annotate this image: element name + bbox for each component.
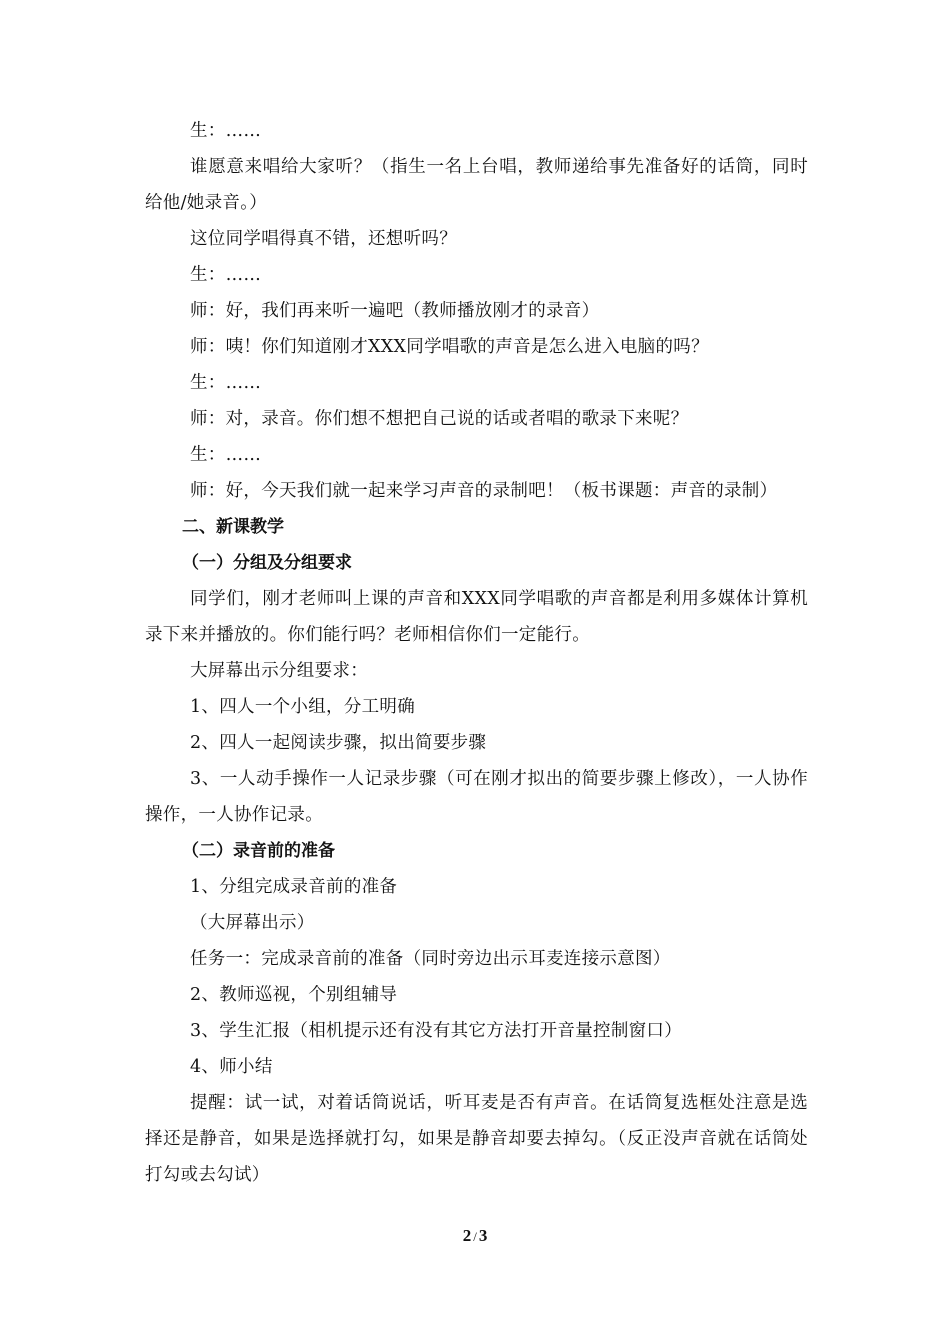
subsection-heading-grouping: （一）分组及分组要求 — [182, 553, 352, 573]
list-item-prep-3: 3、学生汇报（相机提示还有没有其它方法打开音量控制窗口） — [190, 1021, 683, 1041]
paragraph-student-reply: 生：…… — [190, 445, 262, 465]
list-item-prep-2: 2、教师巡视，个别组辅导 — [190, 985, 398, 1005]
paragraph-teacher-recording: 师：对，录音。你们想不想把自己说的话或者唱的歌录下来呢？ — [190, 409, 689, 429]
list-item-requirement-3: 3、一人动手操作一人记录步骤（可在刚才拟出的简要步骤上修改），一人协作操作，一人协作记录。 — [145, 769, 808, 825]
paragraph-teacher-replay: 师：好，我们再来听一遍吧（教师播放刚才的录音） — [190, 301, 600, 321]
paragraph-student-reply: 生：…… — [190, 373, 262, 393]
paragraph-teacher-question: 师：咦！你们知道刚才XXX同学唱歌的声音是怎么进入电脑的吗？ — [190, 337, 709, 357]
list-item-prep-4: 4、师小结 — [190, 1057, 273, 1077]
paragraph-screen-note: （大屏幕出示） — [190, 913, 315, 933]
paragraph-student-reply: 生：…… — [190, 265, 262, 285]
paragraph-reminder: 提醒：试一试，对着话筒说话，听耳麦是否有声音。在话筒复选框处注意是选择还是静音，如果是选择就打勾，如果是静音却要去掉勾。（反正没声音就在话筒处打勾或去勾试） — [145, 1093, 808, 1185]
paragraph-screen-requirements: 大屏幕出示分组要求： — [190, 661, 368, 681]
list-item-requirement-1: 1、四人一个小组，分工明确 — [190, 697, 416, 717]
total-pages: 3 — [478, 1226, 488, 1245]
section-heading-new-lesson: 二、新课教学 — [182, 517, 284, 537]
list-item-requirement-2: 2、四人一起阅读步骤，拟出简要步骤 — [190, 733, 487, 753]
page-separator: / — [473, 1229, 477, 1244]
paragraph-praise: 这位同学唱得真不错，还想听吗？ — [190, 229, 457, 249]
paragraph-task-one: 任务一：完成录音前的准备（同时旁边出示耳麦连接示意图） — [190, 949, 671, 969]
paragraph-who-sings: 谁愿意来唱给大家听？（指生一名上台唱，教师递给事先准备好的话筒，同时给他/她录音。） — [145, 157, 808, 213]
paragraph-intro-grouping: 同学们，刚才老师叫上课的声音和XXX同学唱歌的声音都是利用多媒体计算机录下来并播放的。你们能行吗？老师相信你们一定能行。 — [145, 589, 808, 645]
paragraph-student-reply: 生：…… — [190, 121, 262, 141]
page-number — [0, 1226, 950, 1246]
list-item-prep-1: 1、分组完成录音前的准备 — [190, 877, 398, 897]
paragraph-teacher-topic: 师：好，今天我们就一起来学习声音的录制吧！（板书课题：声音的录制） — [190, 481, 778, 501]
current-page: 2 — [462, 1226, 472, 1245]
document-page — [145, 113, 808, 1193]
subsection-heading-preparation: （二）录音前的准备 — [182, 841, 335, 861]
